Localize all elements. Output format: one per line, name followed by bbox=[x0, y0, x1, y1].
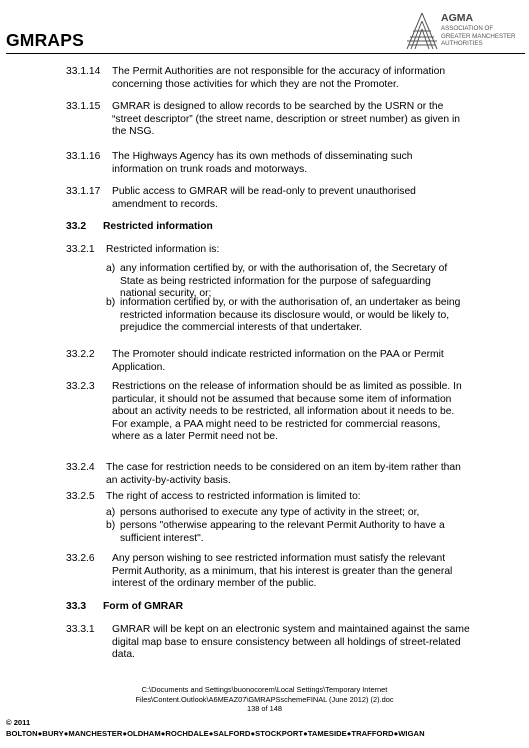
paragraph-text: The Highways Agency has its own methods of disseminating such information on trunk roads and motorways. bbox=[112, 151, 413, 175]
copyright-notice: © 2011 bbox=[6, 718, 31, 727]
paragraph-number: 33.2.1 bbox=[66, 244, 95, 255]
paragraph-number: 33.2.3 bbox=[66, 381, 95, 392]
list-item-text: any information certified by, or with the authorisation of, the Secretary of State as being restricted information for the purpose of safeguarding national security, or; bbox=[120, 263, 448, 300]
paragraph-number: 33.2.2 bbox=[66, 349, 95, 360]
section-number: 33.3 bbox=[66, 601, 87, 612]
logo-subtitle-line-1: ASSOCIATION OF bbox=[441, 25, 494, 32]
logo-subtitle-line-3: AUTHORITIES bbox=[441, 40, 483, 48]
section-title: Restricted information bbox=[103, 221, 213, 232]
paragraph-number: 33.1.16 bbox=[66, 151, 101, 162]
list-marker: b) bbox=[106, 297, 116, 308]
header-divider bbox=[6, 53, 525, 54]
paragraph-number: 33.2.5 bbox=[66, 491, 95, 502]
list-marker: a) bbox=[106, 263, 116, 274]
paragraph-text: The right of access to restricted information is limited to: bbox=[106, 491, 361, 502]
paragraph-text: Restricted information is: bbox=[106, 244, 220, 255]
paragraph-text: The case for restriction needs to be considered on an item by-item rather than an activity-by-activity basis. bbox=[106, 462, 461, 486]
paragraph-text: GMRAR will be kept on an electronic system and maintained against the same digital map base to ensure consistency between all holdings of street-related data. bbox=[112, 624, 470, 661]
paragraph-number: 33.2.6 bbox=[66, 553, 95, 564]
paragraph-number: 33.2.4 bbox=[66, 462, 95, 473]
paragraph-text: Public access to GMRAR will be read-only to prevent unauthorised amendment to records. bbox=[112, 186, 416, 210]
logo-subtitle-line-2: GREATER MANCHESTER bbox=[441, 32, 516, 40]
footer-path-line-1: C:\Documents and Settings\buonocorem\Local Settings\Temporary Internet bbox=[141, 685, 388, 694]
agma-emblem-icon bbox=[405, 11, 439, 51]
document-header-title: GMRAPS bbox=[6, 30, 85, 50]
paragraph-number: 33.1.17 bbox=[66, 186, 101, 197]
member-towns-list: BOLTON●BURY●MANCHESTER●OLDHAM●ROCHDALE●SALFORD●STOCKPORT●TAMESIDE●TRAFFORD●WIGAN bbox=[6, 729, 425, 738]
paragraph-text: Any person wishing to see restricted information must satisfy the relevant Permit Authority, as a minimum, that his interest is greater than the general interest of the ordinary member of the public. bbox=[112, 553, 453, 590]
paragraph-text: GMRAR is designed to allow records to be searched by the USRN or the “street descriptor” (the street name, description or street number) as given in the NSG. bbox=[112, 101, 460, 138]
list-item-text: information certified by, or with the authorisation of, an undertaker as being restricted information because its disclosure would, or would be likely to, prejudice the commercial interests of that undertaker. bbox=[120, 297, 461, 334]
section-title: Form of GMRAR bbox=[103, 601, 184, 612]
paragraph-text: Restrictions on the release of information should be as limited as possible. In particular, it should not be assumed that because some item of information about an activity needs to be restricted, all information about it needs to be. For example, a PAA might need to be restricted for commercial reasons, where as a later Permit need not be. bbox=[112, 381, 462, 443]
paragraph-text: The Permit Authorities are not responsible for the accuracy of information concerning those activities for which they are not the Promoter. bbox=[112, 66, 446, 90]
list-item-text: persons "otherwise appearing to the relevant Permit Authority to have a sufficient interest". bbox=[120, 520, 445, 544]
footer-file-path bbox=[0, 685, 529, 714]
list-marker: b) bbox=[106, 520, 116, 531]
paragraph-number: 33.3.1 bbox=[66, 624, 95, 635]
paragraph-number: 33.1.14 bbox=[66, 66, 101, 77]
page-number: 138 of 148 bbox=[247, 704, 282, 714]
section-number: 33.2 bbox=[66, 221, 87, 232]
logo-name: AGMA bbox=[441, 12, 474, 24]
paragraph-number: 33.1.15 bbox=[66, 101, 101, 112]
list-item-text: persons authorised to execute any type of activity in the street; or, bbox=[120, 507, 420, 518]
agma-logo bbox=[405, 11, 525, 53]
footer-path-line-2: Files\Content.Outlook\A6MEAZ07\GMRAPSschemeFINAL (June 2012) (2).doc bbox=[135, 694, 394, 704]
list-marker: a) bbox=[106, 507, 116, 518]
paragraph-text: The Promoter should indicate restricted information on the PAA or Permit Application. bbox=[112, 349, 444, 373]
